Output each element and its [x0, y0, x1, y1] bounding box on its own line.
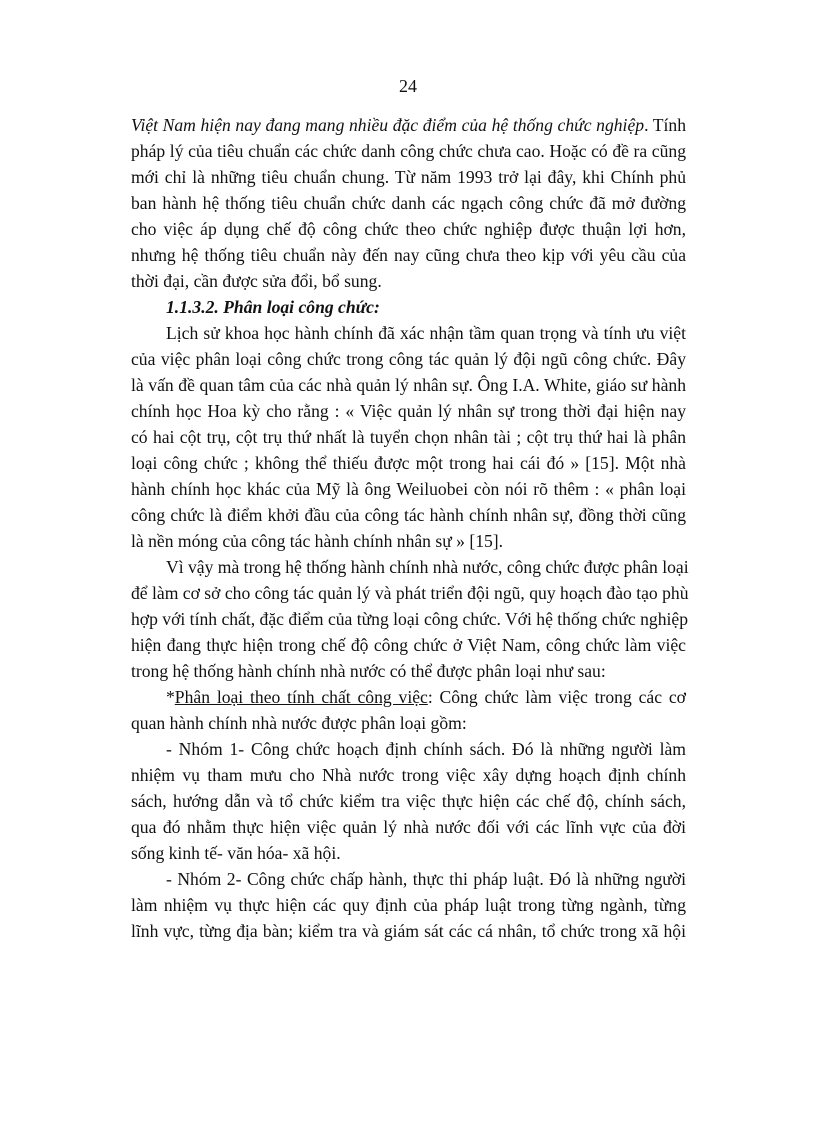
- text-line: [131, 554, 689, 580]
- text-line: [131, 138, 686, 164]
- text-run: loại công chức ; không thể thiếu được một trong hai cái đó » [15]. Một nhà: [131, 453, 686, 473]
- text-line: [131, 424, 686, 450]
- text-line: [131, 268, 686, 294]
- text-line: [131, 242, 686, 268]
- text-line: [131, 892, 686, 918]
- text-run: nhưng hệ thống tiêu chuẩn này đến nay cũng chưa theo kịp với yêu cầu của: [131, 245, 686, 265]
- text-line: [131, 814, 686, 840]
- text-line: [131, 658, 686, 684]
- text-run: cho việc áp dụng chế độ công chức theo chức nghiệp được thuận lợi hơn,: [131, 219, 686, 239]
- text-line: [131, 502, 686, 528]
- text-line: [131, 476, 686, 502]
- text-line: [131, 632, 686, 658]
- text-line: [131, 450, 686, 476]
- text-line: [131, 398, 686, 424]
- text-run: Lịch sử khoa học hành chính đã xác nhận tầm quan trọng và tính ưu việt: [166, 323, 686, 343]
- text-line: [131, 762, 686, 788]
- text-run: . Tính: [644, 115, 686, 135]
- text-run: *: [166, 687, 175, 707]
- text-line: [131, 606, 686, 632]
- text-run: nhiệm vụ tham mưu cho Nhà nước trong việc xây dựng hoạch định chính: [131, 765, 686, 785]
- text-line: [131, 840, 686, 866]
- text-run: qua đó nhằm thực hiện việc quản lý nhà nước đối với các lĩnh vực của đời: [131, 817, 686, 837]
- text-line: [131, 918, 686, 944]
- text-run: mới chỉ là những tiêu chuẩn chung. Từ năm 1993 trở lại đây, khi Chính phủ: [131, 167, 686, 187]
- text-run: trong hệ thống hành chính nhà nước có thể được phân loại như sau:: [131, 661, 606, 681]
- text-run: hiện đang thực hiện trong chế độ công chức ở Việt Nam, công chức làm việc: [131, 635, 686, 655]
- text-line: [131, 684, 686, 710]
- text-run: hợp với tính chất, đặc điểm của từng loại công chức. Với hệ thống chức nghiệp: [131, 609, 688, 629]
- text-line: [131, 216, 686, 242]
- text-line: [131, 346, 686, 372]
- text-line: [131, 112, 686, 138]
- text-run: - Nhóm 2- Công chức chấp hành, thực thi pháp luật. Đó là những người: [166, 869, 686, 889]
- text-run: sách, hướng dẫn và tổ chức kiểm tra việc thực hiện các chế độ, chính sách,: [131, 791, 686, 811]
- text-line: [131, 320, 686, 346]
- text-line: [131, 736, 686, 762]
- text-run: lĩnh vực, từng địa bàn; kiểm tra và giám sát các cá nhân, tổ chức trong xã hội: [131, 921, 686, 941]
- text-line: [131, 372, 686, 398]
- text-run: hành chính học khác của Mỹ là ông Weiluobei còn nói rõ thêm : « phân loại: [131, 479, 686, 499]
- text-run: công chức là điểm khởi đầu của công tác hành chính nhân sự, đồng thời cũng: [131, 505, 686, 525]
- page-number: 24: [399, 76, 417, 96]
- text-run: sống kinh tế- văn hóa- xã hội.: [131, 843, 341, 863]
- italic-phrase: Việt Nam hiện nay đang mang nhiều đặc điểm của hệ thống chức nghiệp: [131, 115, 645, 135]
- text-run: ban hành hệ thống tiêu chuẩn chức danh các ngạch công chức đã mở đường: [131, 193, 686, 213]
- body-text: [131, 112, 689, 944]
- text-run: có hai cột trụ, cột trụ thứ nhất là tuyển chọn nhân tài ; cột trụ thứ hai là phân: [131, 427, 686, 447]
- text-run: chính học Hoa kỳ cho rằng : « Việc quản lý nhân sự trong thời đại hiện nay: [131, 401, 686, 421]
- section-heading: 1.1.3.2. Phân loại công chức:: [166, 297, 380, 317]
- text-line: [131, 190, 686, 216]
- text-run: của việc phân loại công chức trong công tác quản lý đội ngũ công chức. Đây: [131, 349, 686, 369]
- text-run: là vấn đề quan tâm của các nhà quản lý nhân sự. Ông I.A. White, giáo sư hành: [131, 375, 686, 395]
- text-line: [131, 710, 686, 736]
- underlined-phrase: Phân loại theo tính chất công việc: [174, 687, 428, 707]
- text-run: pháp lý của tiêu chuẩn các chức danh công chức chưa cao. Hoặc có đề ra cũng: [131, 141, 686, 161]
- text-run: - Nhóm 1- Công chức hoạch định chính sách. Đó là những người làm: [166, 739, 686, 759]
- text-run: làm nhiệm vụ thực hiện các quy định của pháp luật trong từng ngành, từng: [131, 895, 686, 915]
- text-run: là nền móng của công tác hành chính nhân sự » [15].: [131, 531, 504, 551]
- text-line: [131, 866, 686, 892]
- text-line: [131, 788, 686, 814]
- text-line: [131, 164, 686, 190]
- text-line: [131, 294, 686, 320]
- text-line: [131, 580, 689, 606]
- text-run: quan hành chính nhà nước được phân loại gồm:: [131, 713, 467, 733]
- text-run: để làm cơ sở cho công tác quản lý và phát triển đội ngũ, quy hoạch đào tạo phù: [131, 583, 689, 603]
- text-run: thời đại, cần được sửa đổi, bổ sung.: [131, 271, 382, 291]
- text-line: [131, 528, 686, 554]
- text-run: : Công chức làm việc trong các cơ: [427, 687, 686, 707]
- text-run: Vì vậy mà trong hệ thống hành chính nhà nước, công chức được phân loại: [166, 557, 689, 577]
